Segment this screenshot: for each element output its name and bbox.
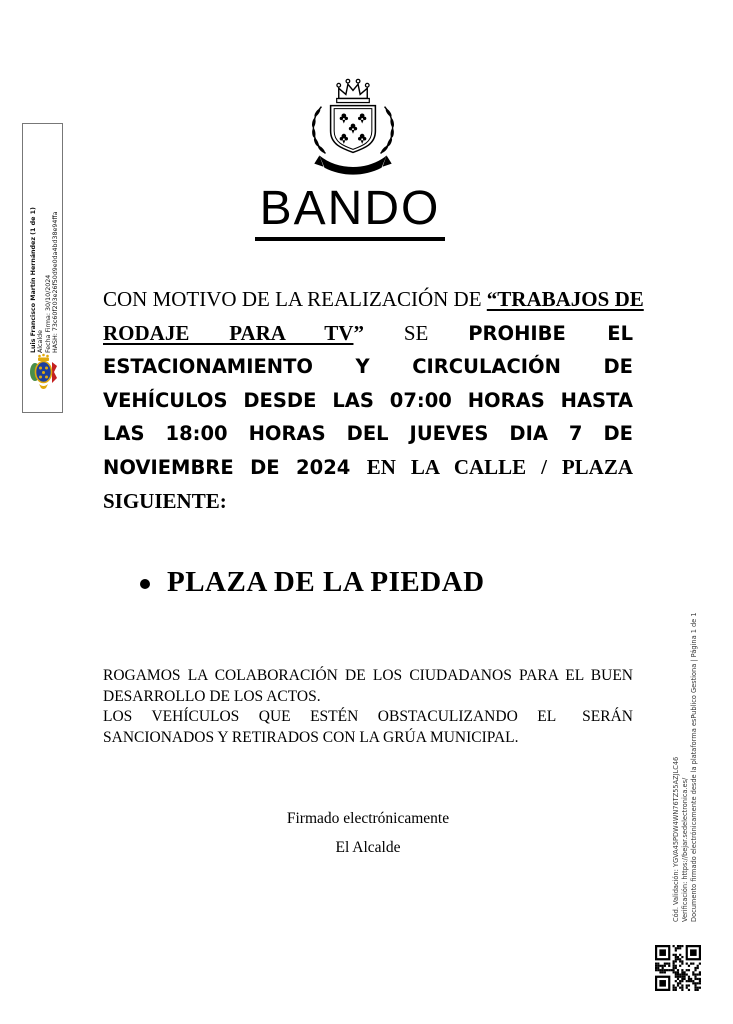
location-name: PLAZA DE LA PIEDAD (167, 566, 485, 598)
text-segment: LOS VEHÍCULOS QUE ESTÉN OBSTACULIZANDO EL (103, 708, 557, 725)
text-segment: SIGUIENTE: (103, 488, 227, 513)
text-segment: PROHIBE EL (468, 321, 633, 345)
qr-code (655, 945, 701, 991)
signature-role: El Alcalde (335, 839, 401, 856)
text-segment: NOVIEMBRE DE 2024 (103, 455, 367, 479)
signer-name: Luis Francisco Martín Hernández (1 de 1) (30, 207, 37, 353)
text-segment: ” (353, 320, 404, 345)
paragraph-line (103, 707, 633, 728)
signature-stamp-box (22, 123, 63, 413)
location-item (140, 566, 485, 599)
text-segment: CON MOTIVO DE LA REALIZACIÓN DE (103, 287, 487, 311)
text-segment: SERÁN (582, 708, 633, 725)
bullet-icon (140, 579, 150, 589)
text-segment: SE (403, 320, 469, 345)
municipal-coat-of-arms-color-icon (28, 352, 59, 394)
validation-code: Cód. Validación: YGVA45PDW4WN76TZ55AZJLC46 (672, 756, 680, 922)
paragraph-line (103, 485, 633, 519)
verification-url: Verificación: https://bejar.sedelectronica.es/ (681, 777, 690, 922)
signature-block (103, 810, 633, 857)
validation-text (672, 542, 700, 922)
paragraph-line (103, 283, 644, 317)
signature-method: Firmado electrónicamente (286, 810, 450, 827)
closing-paragraph (103, 666, 633, 748)
text-segment: EN LA CALLE / PLAZA (366, 454, 634, 479)
paragraph-line (103, 317, 633, 351)
text-segment: ESTACIONAMIENTO Y CIRCULACIÓN DE (103, 355, 633, 379)
proclamation-paragraph (103, 283, 644, 518)
text-segment: “TRABAJOS DE (486, 287, 644, 311)
paragraph-line: DESARROLLO DE LOS ACTOS. (103, 687, 321, 705)
signer-role: Alcalde (37, 330, 45, 353)
paragraph-line: SANCIONADOS Y RETIRADOS CON LA GRÚA MUNICIPAL. (103, 728, 519, 746)
paragraph-line (103, 417, 633, 451)
signature-hash: HASH: 73c60f203e26f50d9e0da4bd38e94ffa (52, 211, 60, 353)
signature-date: Fecha Firma: 30/10/2024 (44, 274, 52, 353)
text-segment: LAS 18:00 HORAS DEL JUEVES DIA 7 DE (103, 422, 633, 446)
stamp-text (30, 153, 60, 353)
paragraph-line (103, 384, 633, 418)
municipal-coat-of-arms-icon (297, 78, 409, 178)
paragraph-line (103, 451, 633, 485)
text-segment: VEHÍCULOS DESDE LAS 07:00 HORAS HASTA (103, 388, 633, 412)
paragraph-line: ROGAMOS LA COLABORACIÓN DE LOS CIUDADANOS PARA EL BUEN (103, 667, 633, 684)
text-segment: RODAJE PARA TV (103, 320, 354, 345)
paragraph-line (103, 350, 633, 384)
platform-note: Documento firmado electrónicamente desde la plataforma esPublico Gestiona | Página 1 de 1 (690, 612, 699, 922)
page-title: BANDO (255, 184, 446, 241)
